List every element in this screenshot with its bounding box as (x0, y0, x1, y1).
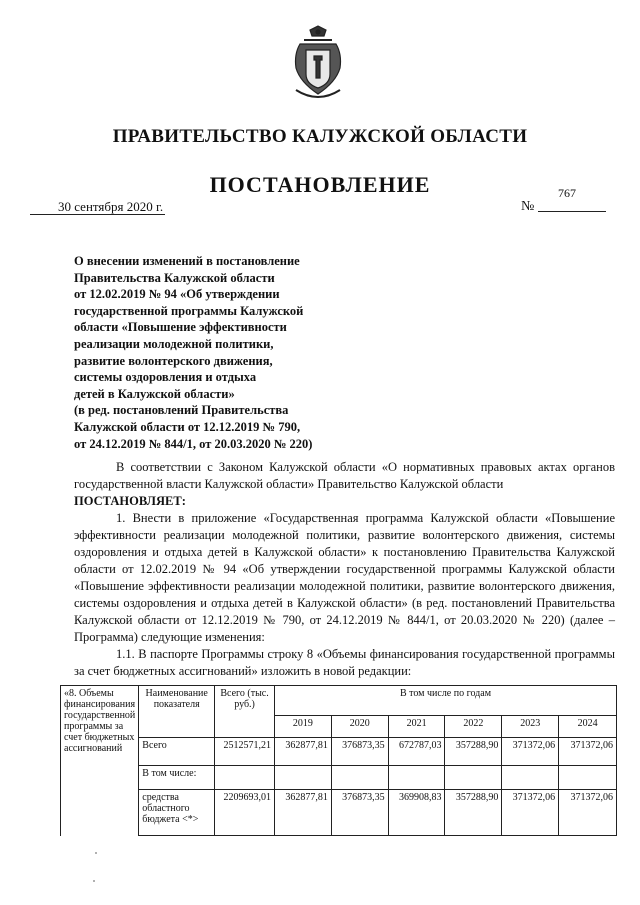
subject-line: области «Повышение эффективности (74, 320, 287, 335)
document-date: 30 сентября 2020 г. (58, 199, 164, 214)
value-cell: 369908,83 (388, 790, 445, 836)
value-cell: 371372,06 (502, 790, 559, 836)
table-row (61, 738, 617, 766)
table-row (61, 766, 617, 790)
subject-line: (в ред. постановлений Правительства (74, 403, 289, 418)
value-cell: 362877,81 (275, 790, 332, 836)
item-1-paragraph: 1. Внести в приложение «Государственная программа Калужской области «Повышение эффективности реализации молодежной политики, развитие волонтерского движения, системы оздоровления и отдыха детей в Калужской области» к постановлению Правительства Калужской области от 12.02.2019 № 94 «Об утверждении государственной программы Калужской области «Повышение эффективности реализации молодежной политики, развитие волонтерского движения, системы оздоровления и отдыха детей в Калужской области» (в ред. постановлений Правительства Калужской области от 12.12.2019 № 790, от 24.12.2019 № 844/1, от 20.03.2020 № 220) (далее – Программа) следующие изменения: (74, 511, 615, 644)
row-label: В том числе: (139, 766, 215, 790)
document-type-heading: ПОСТАНОВЛЕНИЕ (209, 172, 431, 197)
year-header: 2020 (331, 716, 388, 738)
value-cell: 371372,06 (502, 738, 559, 766)
value-cell: 371372,06 (559, 790, 617, 836)
row-label: Всего (139, 738, 215, 766)
value-cell: 357288,90 (445, 738, 502, 766)
header-years-group: В том числе по годам (275, 686, 617, 716)
header-indicator: Наименование показателя (139, 686, 215, 738)
preamble-paragraph: В соответствии с Законом Калужской области «О нормативных правовых актах органов государственной власти Калужской области» Правительство Калужской области (74, 460, 615, 491)
decree-body (74, 459, 615, 680)
item-1-1-paragraph: 1.1. В паспорте Программы строку 8 «Объемы финансирования государственной программы за счет бюджетных ассигнований» изложить в новой редакции: (74, 647, 615, 678)
year-header: 2021 (388, 716, 445, 738)
subject-line: О внесении изменений в постановление (74, 254, 300, 268)
scan-speck (93, 880, 95, 882)
subject-line: от 24.12.2019 № 844/1, от 20.03.2020 № 220) (74, 436, 313, 451)
row-title-cell: «8. Объемы финансирования государственной программы за счет бюджетных ассигнований (61, 686, 139, 836)
year-header: 2019 (275, 716, 332, 738)
row-label: средства областного бюджета <*> (139, 790, 215, 836)
scan-speck (95, 852, 97, 854)
row-total: 2209693,01 (215, 790, 275, 836)
decree-subject (74, 253, 341, 452)
header-total: Всего (тыс. руб.) (215, 686, 275, 738)
document-number-label: № (521, 199, 535, 214)
subject-line: развитие волонтерского движения, (74, 353, 273, 368)
value-cell: 376873,35 (331, 790, 388, 836)
number-underline (538, 211, 606, 212)
value-cell: 357288,90 (445, 790, 502, 836)
value-cell: 376873,35 (331, 738, 388, 766)
year-header: 2022 (445, 716, 502, 738)
subject-line: государственной программы Калужской (74, 303, 304, 318)
financing-table (60, 685, 617, 836)
row-total: 2512571,21 (215, 738, 275, 766)
government-title: ПРАВИТЕЛЬСТВО КАЛУЖСКОЙ ОБЛАСТИ (112, 126, 528, 147)
value-cell: 362877,81 (275, 738, 332, 766)
subject-line: Правительства Калужской области (74, 270, 275, 285)
subject-line: реализации молодежной политики, (74, 336, 274, 351)
table-row (61, 790, 617, 836)
subject-line: от 12.02.2019 № 94 «Об утверждении (74, 287, 280, 302)
year-header: 2024 (559, 716, 617, 738)
decree-keyword: ПОСТАНОВЛЯЕТ: (74, 494, 186, 508)
subject-line: Калужской области от 12.12.2019 № 790, (74, 419, 301, 434)
subject-line: системы оздоровления и отдыха (74, 370, 257, 385)
year-header: 2023 (502, 716, 559, 738)
document-number: 767 (558, 186, 576, 200)
value-cell: 371372,06 (559, 738, 617, 766)
subject-line: детей в Калужской области» (74, 386, 235, 401)
value-cell: 672787,03 (388, 738, 445, 766)
coat-of-arms-emblem (290, 24, 346, 106)
date-underline (30, 214, 165, 215)
